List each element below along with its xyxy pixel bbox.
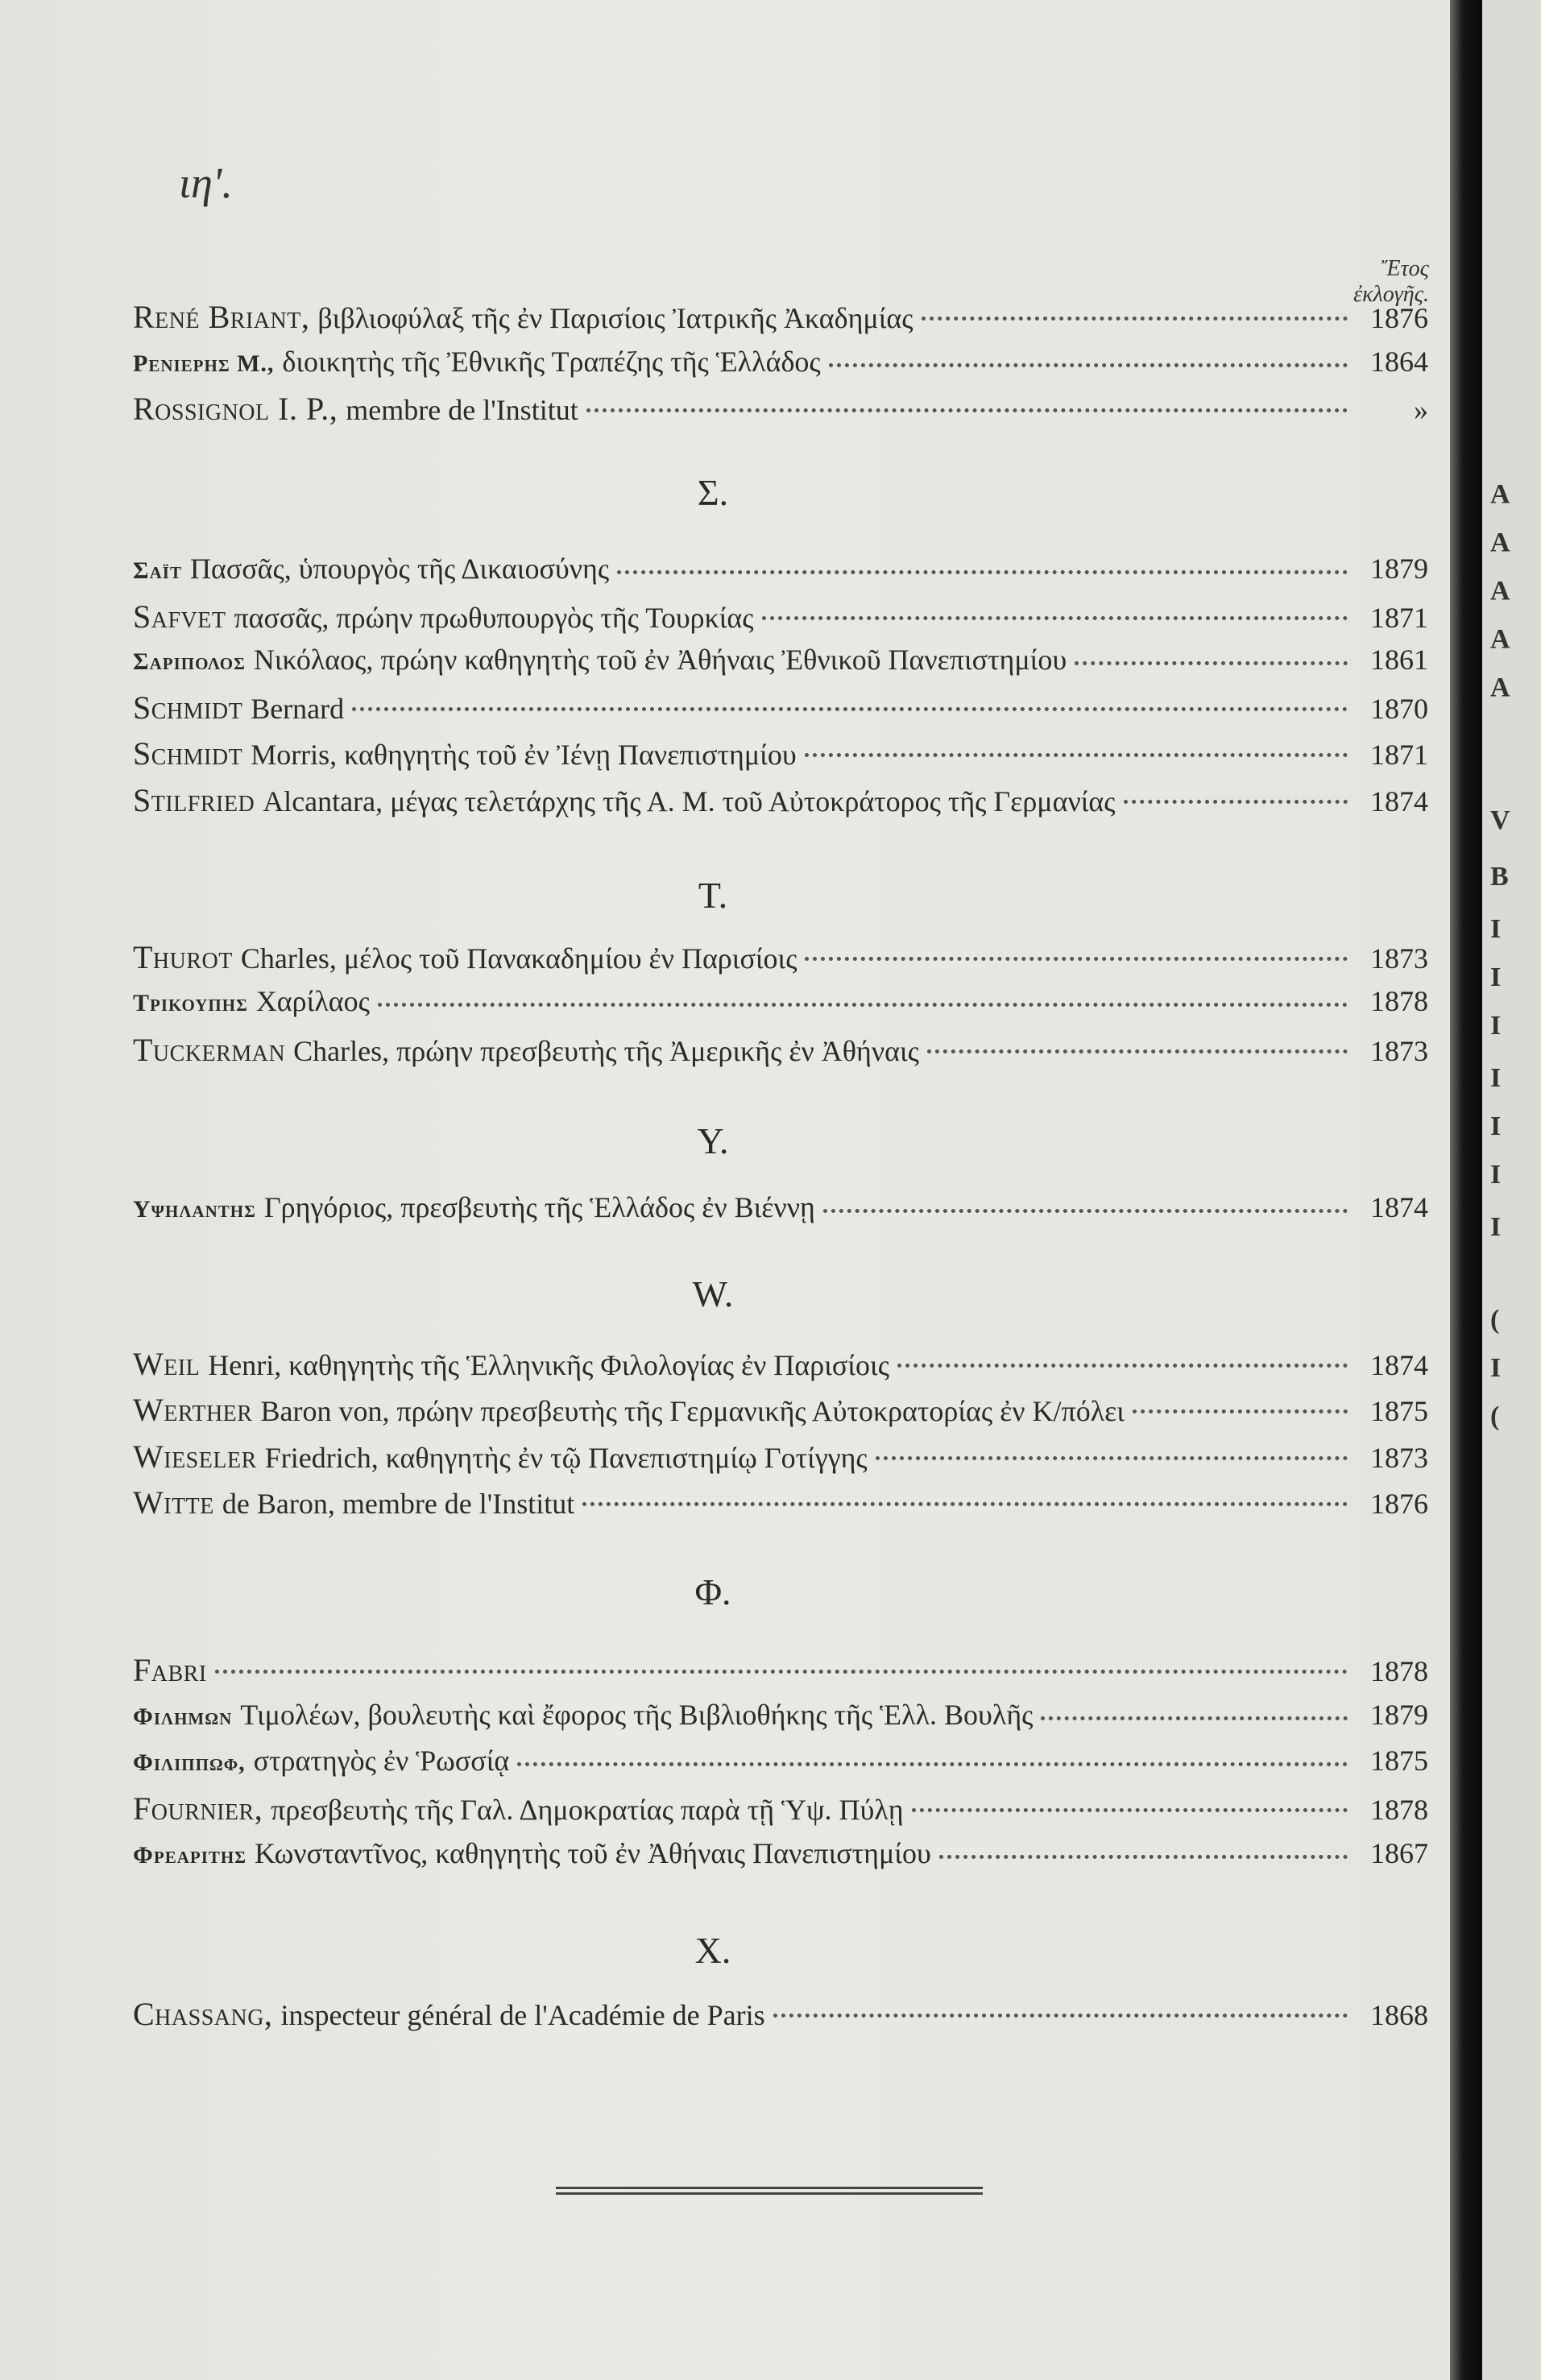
member-name: Wieseler: [133, 1438, 257, 1475]
member-entry: [133, 1995, 1428, 2035]
member-description: Baron von, πρώην πρεσβευτὴς τῆς Γερμανικῆς Αὐτοκρατορίας ἐν Κ/πόλει: [260, 1395, 1125, 1427]
dot-leader: [517, 1762, 1348, 1766]
member-entry: [133, 1391, 1428, 1431]
dot-leader: [927, 1049, 1348, 1053]
election-year: 1878: [1370, 1655, 1428, 1687]
election-year: 1879: [1370, 553, 1428, 585]
member-description: Γρηγόριος, πρεσβευτὴς τῆς Ἑλλάδος ἐν Βιέννῃ: [263, 1191, 815, 1223]
election-year: »: [1414, 394, 1428, 426]
member-name: René Briant,: [133, 299, 310, 335]
adjacent-page-fragment: Α: [1490, 528, 1510, 557]
adjacent-page-fragment: (: [1490, 1305, 1500, 1335]
dot-leader: [823, 1209, 1348, 1213]
adjacent-page-fragment: I: [1490, 1063, 1502, 1093]
section-letter: Τ.: [698, 875, 728, 916]
member-name: Chassang,: [133, 1996, 273, 2032]
member-description: Νικόλαος, πρώην καθηγητὴς τοῦ ἐν Ἀθήναις Ἐθνικοῦ Πανεπιστημίου: [253, 644, 1067, 676]
member-entry: [133, 1651, 1428, 1691]
election-year: 1878: [1370, 1794, 1428, 1826]
member-entry: [133, 1484, 1428, 1524]
election-year: 1861: [1370, 644, 1428, 676]
election-year: 1875: [1370, 1745, 1428, 1777]
dot-leader: [352, 707, 1348, 711]
adjacent-page-fragment: I: [1490, 1160, 1502, 1190]
member-description: inspecteur général de l'Académie de Paris: [280, 1999, 765, 2031]
book-spine-shadow: [1450, 0, 1482, 2380]
dot-leader: [617, 570, 1348, 574]
adjacent-page-fragment: I: [1490, 1011, 1502, 1041]
member-description: Henri, καθηγητὴς τῆς Ἑλληνικῆς Φιλολογίας ἐν Παρισίοις: [208, 1349, 889, 1381]
section-letter: Σ.: [697, 472, 729, 513]
member-name: Weil: [133, 1346, 201, 1382]
member-name: Fabri: [133, 1652, 207, 1688]
closing-rule: [556, 2187, 983, 2189]
member-entry: [133, 781, 1428, 822]
member-entry: [133, 345, 1428, 385]
member-name: Witte: [133, 1484, 214, 1521]
member-description: Alcantara, μέγας τελετάρχης τῆς Α. Μ. τοῦ Αὐτοκράτορος τῆς Γερμανίας: [263, 785, 1116, 817]
adjacent-page-fragment: Α: [1490, 479, 1510, 509]
member-name: Schmidt: [133, 689, 243, 726]
member-description: Morris, καθηγητὴς τοῦ ἐν Ἰένῃ Πανεπιστημίου: [251, 739, 797, 771]
election-year: 1874: [1370, 1349, 1428, 1381]
section-letter: Φ.: [694, 1571, 731, 1612]
adjacent-page-fragment: Α: [1490, 624, 1510, 654]
member-description: Πασσᾶς, ὑπουργὸς τῆς Δικαιοσύνης: [189, 553, 610, 585]
member-entry: [133, 984, 1428, 1024]
member-description: Bernard: [251, 693, 345, 725]
election-year: 1878: [1370, 985, 1428, 1017]
election-year: 1868: [1370, 1999, 1428, 2031]
member-description: πρεσβευτὴς τῆς Γαλ. Δημοκρατίας παρὰ τῇ Ὑψ. Πύλῃ: [271, 1794, 904, 1826]
member-entry: [133, 298, 1428, 338]
page-number: ιη'.: [179, 159, 233, 207]
member-entry: [133, 735, 1428, 775]
member-name: Fournier,: [133, 1790, 263, 1827]
member-entry: [133, 1438, 1428, 1478]
member-entry: [133, 938, 1428, 979]
section-letter: Χ.: [694, 1930, 731, 1971]
member-name: Τρικουπης: [133, 990, 248, 1016]
member-entry: [133, 1836, 1428, 1877]
member-name: Φρεαριτης: [133, 1842, 246, 1869]
member-name: Schmidt: [133, 735, 243, 772]
dot-leader: [829, 363, 1348, 367]
dot-leader: [762, 616, 1348, 620]
member-description: Τιμολέων, βουλευτὴς καὶ ἔφορος τῆς Βιβλιοθήκης τῆς Ἑλλ. Βουλῆς: [240, 1699, 1034, 1731]
member-name: Safvet: [133, 598, 226, 635]
adjacent-page-fragment: I: [1490, 1212, 1502, 1242]
election-year: 1876: [1370, 1488, 1428, 1520]
member-name: Φιλιππωφ,: [133, 1749, 246, 1776]
election-year: 1874: [1370, 785, 1428, 817]
member-entry: [133, 552, 1428, 592]
adjacent-page-fragment: Α: [1490, 673, 1510, 702]
member-description: Κωνσταντῖνος, καθηγητὴς τοῦ ἐν Ἀθήναις Πανεπιστημίου: [254, 1837, 931, 1869]
dot-leader: [215, 1670, 1348, 1674]
member-name: Thurot: [133, 939, 233, 975]
member-entry: [133, 1790, 1428, 1830]
dot-leader: [805, 753, 1348, 757]
closing-rule-second: [556, 2192, 983, 2195]
member-name: Tuckerman: [133, 1032, 286, 1068]
adjacent-page-fragment: I: [1490, 1111, 1502, 1141]
dot-leader: [1041, 1716, 1348, 1720]
dot-leader: [876, 1456, 1348, 1460]
member-name: Υψηλαντης: [133, 1196, 256, 1223]
member-name: Ρενιερης Μ.,: [133, 350, 275, 377]
member-entry: [133, 390, 1428, 430]
member-description: Friedrich, καθηγητὴς ἐν τῷ Πανεπιστημίῳ Γοτίγγης: [264, 1442, 868, 1474]
dot-leader: [586, 408, 1348, 412]
election-year: 1874: [1370, 1191, 1428, 1223]
election-year: 1873: [1370, 942, 1428, 975]
dot-leader: [1075, 661, 1348, 665]
dot-leader: [939, 1855, 1348, 1859]
member-description: de Baron, membre de l'Institut: [222, 1488, 575, 1520]
member-name: Φιλημων: [133, 1703, 233, 1730]
member-entry: [133, 1744, 1428, 1784]
adjacent-page-fragment: Α: [1490, 576, 1510, 606]
year-column-header: Ἔτος ἐκλογῆς.: [1353, 256, 1429, 307]
election-year: 1875: [1370, 1395, 1428, 1427]
adjacent-page-fragment: I: [1490, 962, 1502, 992]
election-year: 1867: [1370, 1837, 1428, 1869]
election-year: 1871: [1370, 602, 1428, 634]
member-entry: [133, 643, 1428, 683]
member-entry: [133, 1698, 1428, 1738]
adjacent-page-fragment: I: [1490, 914, 1502, 944]
member-entry: [133, 598, 1428, 638]
member-description: βιβλιοφύλαξ τῆς ἐν Παρισίοις Ἰατρικῆς Ἀκαδημίας: [317, 302, 913, 334]
election-year: 1873: [1370, 1035, 1428, 1067]
election-year: 1873: [1370, 1442, 1428, 1474]
member-description: Charles, μέλος τοῦ Πανακαδημίου ἐν Παρισίοις: [240, 942, 797, 975]
adjacent-page-fragment: I: [1490, 1353, 1502, 1383]
member-name: Werther: [133, 1392, 253, 1428]
dot-leader: [378, 1003, 1348, 1007]
member-name: Σαριπολος: [133, 648, 246, 675]
adjacent-page-edge: [1482, 0, 1541, 2380]
member-entry: [133, 689, 1428, 729]
member-name: Stilfried: [133, 782, 255, 818]
adjacent-page-fragment: V: [1490, 805, 1510, 835]
member-entry: [133, 1345, 1428, 1385]
member-description: στρατηγὸς ἐν Ῥωσσίᾳ: [253, 1745, 510, 1777]
member-description: membre de l'Institut: [346, 394, 578, 426]
election-year: 1871: [1370, 739, 1428, 771]
dot-leader: [805, 957, 1348, 961]
member-entry: [133, 1031, 1428, 1071]
section-letter: W.: [692, 1273, 734, 1314]
member-description: Χαρίλαος: [255, 985, 370, 1017]
dot-leader: [912, 1808, 1348, 1812]
dot-leader: [582, 1502, 1348, 1506]
dot-leader: [897, 1364, 1348, 1368]
member-description: διοικητὴς τῆς Ἐθνικῆς Τραπέζης τῆς Ἑλλάδος: [282, 346, 821, 378]
election-year: 1876: [1370, 302, 1428, 334]
adjacent-page-fragment: (: [1490, 1401, 1500, 1431]
dot-leader: [1133, 1409, 1348, 1414]
member-name: Σαϊτ: [133, 557, 182, 584]
dot-leader: [922, 317, 1348, 321]
adjacent-page-fragment: B: [1490, 862, 1509, 892]
dot-leader: [773, 2014, 1348, 2018]
election-year: 1879: [1370, 1699, 1428, 1731]
dot-leader: [1124, 800, 1348, 804]
member-name: Rossignol I. P.,: [133, 391, 338, 427]
member-entry: [133, 1190, 1428, 1231]
member-description: Charles, πρώην πρεσβευτὴς τῆς Ἀμερικῆς ἐν Ἀθήναις: [293, 1035, 919, 1067]
election-year: 1864: [1370, 346, 1428, 378]
section-letter: Υ.: [697, 1120, 729, 1161]
member-description: πασσᾶς, πρώην πρωθυπουργὸς τῆς Τουρκίας: [234, 602, 754, 634]
election-year: 1870: [1370, 693, 1428, 725]
